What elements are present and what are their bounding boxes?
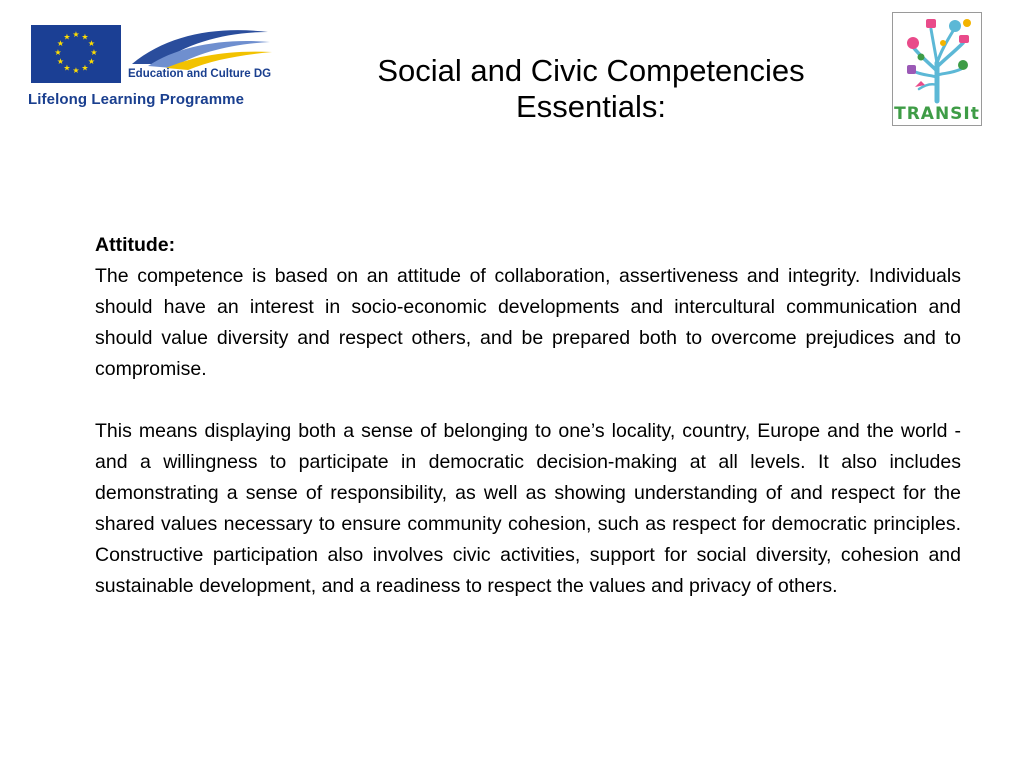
slide-title-line-2: Essentials:	[516, 89, 666, 124]
svg-text:★: ★	[81, 63, 89, 73]
svg-text:★: ★	[72, 66, 80, 75]
lifelong-learning-programme-label: Lifelong Learning Programme	[28, 91, 245, 108]
transit-tree-icon	[893, 13, 981, 105]
transit-wordmark: TRANSIt	[894, 104, 980, 124]
body-paragraph-1: The competence is based on an attitude of collaboration, assertiveness and integrity. Individuals should have an interest in socio-economic developments and intercultural communication and should value diversity and respect others, and be prepared both to overcome prejudices and to compromise.	[95, 265, 961, 380]
slide-title	[330, 53, 852, 125]
education-culture-dg-label: Education and Culture DG	[128, 68, 272, 80]
svg-text:★: ★	[54, 48, 62, 57]
svg-text:★: ★	[63, 32, 71, 42]
svg-text:★: ★	[56, 57, 65, 66]
paragraph-spacer	[95, 385, 961, 416]
body-paragraph-2: This means displaying both a sense of belonging to one’s locality, country, Europe and the world - and a willingness to participate in democratic decision-making at all levels. It also includes demonstrating a sense of responsibility, as well as showing understanding of and respect for the shared values necessary to ensure community cohesion, such as respect for democratic principles. Constructive participation also involves civic activities, support for social diversity, cohesion and sustainable development, and a readiness to respect the values and privacy of others.	[95, 420, 961, 597]
section-heading-attitude: Attitude:	[95, 234, 176, 256]
svg-text:★: ★	[63, 63, 71, 73]
svg-text:★: ★	[87, 57, 96, 66]
svg-text:★: ★	[56, 39, 65, 48]
eu-llp-logo	[28, 22, 278, 114]
eu-flag-icon	[31, 25, 121, 83]
svg-text:★: ★	[87, 39, 96, 48]
svg-text:★: ★	[90, 48, 98, 57]
svg-text:★: ★	[72, 30, 80, 39]
transit-logo	[892, 12, 982, 126]
slide-body	[95, 230, 961, 602]
svg-text:★: ★	[81, 32, 89, 42]
slide-title-line-1: Social and Civic Competencies	[377, 53, 805, 88]
